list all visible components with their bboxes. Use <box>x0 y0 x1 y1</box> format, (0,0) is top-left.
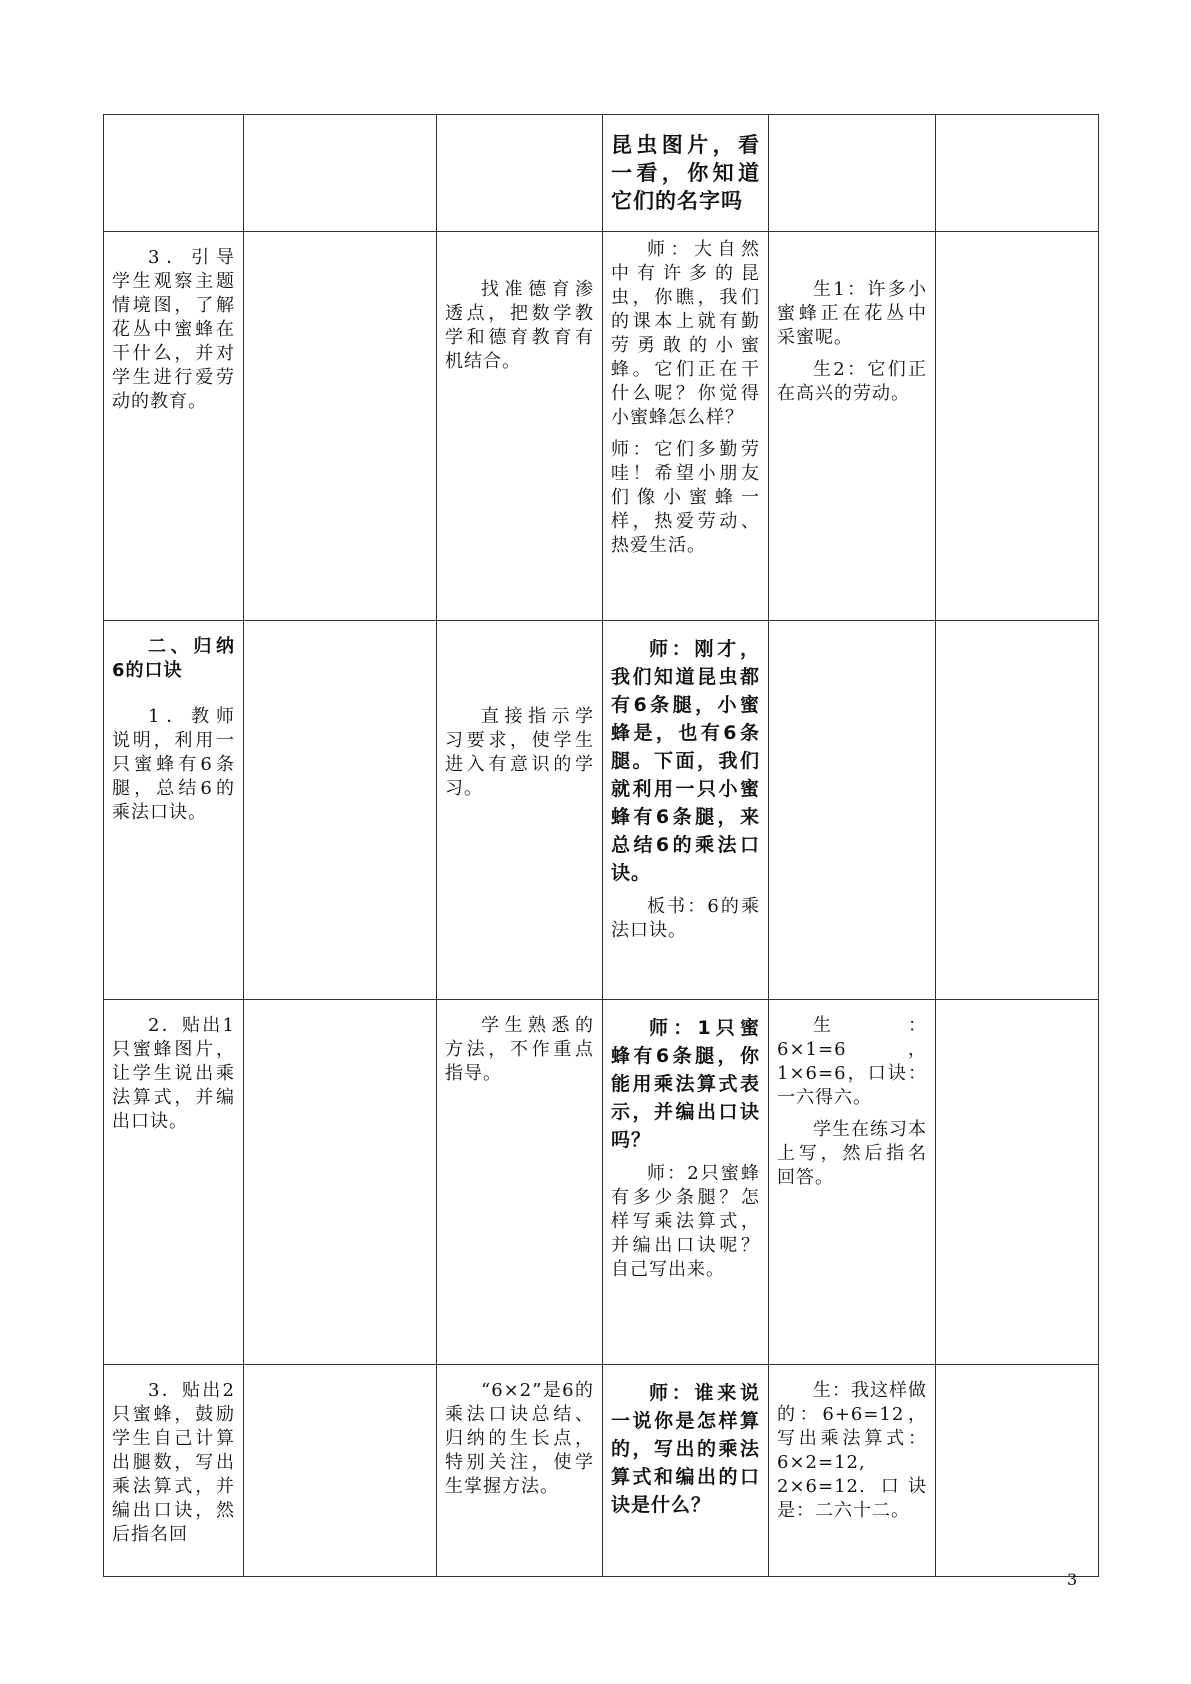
empty-cell <box>244 1365 437 1577</box>
table-row <box>104 1365 1099 1577</box>
cell-paragraph: 生2：它们正在高兴的劳动。 <box>777 359 927 404</box>
cell-paragraph: 师：谁来说一说你是怎样算的，写出的乘法算式和编出的口诀是什么？ <box>611 1382 760 1516</box>
cell-paragraph: 生：我这样做的：6+6=12，写出乘法算式：6×2=12, 2×6=12. 口诀是：二六十二。 <box>777 1380 927 1521</box>
cell-paragraph: 师：2只蜜蜂有多少条腿？怎样写乘法算式，并编出口诀呢？自己写出来。 <box>611 1163 760 1280</box>
cell-paragraph: 板书：6的乘法口诀。 <box>611 896 760 941</box>
page-number: 3 <box>1067 1570 1078 1589</box>
empty-cell <box>244 621 437 1000</box>
process-cell <box>104 115 244 232</box>
notes-cell <box>936 115 1099 232</box>
intent-cell <box>437 115 603 232</box>
table-row <box>104 621 1099 1000</box>
notes-cell <box>936 1365 1099 1577</box>
cell-paragraph: 1．教师说明，利用一只蜜蜂有6条腿，总结6的乘法口诀。 <box>112 706 235 823</box>
student-activity-cell <box>769 1365 936 1577</box>
lesson-plan-table <box>103 114 1099 1577</box>
process-cell <box>104 232 244 621</box>
notes-cell <box>936 621 1099 1000</box>
intent-cell <box>437 621 603 1000</box>
student-activity-cell <box>769 115 936 232</box>
notes-cell <box>936 1000 1099 1365</box>
cell-paragraph: 学生熟悉的方法，不作重点指导。 <box>445 1015 594 1084</box>
process-cell <box>104 1000 244 1365</box>
intent-cell <box>437 232 603 621</box>
teacher-activity-cell <box>603 621 769 1000</box>
cell-paragraph: “6×2”是6的乘法口诀总结、归纳的生长点，特别关注，使学生掌握方法。 <box>445 1380 594 1497</box>
teacher-activity-cell <box>603 115 769 232</box>
empty-cell <box>244 115 437 232</box>
process-cell <box>104 621 244 1000</box>
cell-paragraph: 3．引导学生观察主题情境图，了解花丛中蜜蜂在干什么，并对学生进行爱劳动的教育。 <box>112 247 235 412</box>
teacher-activity-cell <box>603 1000 769 1365</box>
table-row <box>104 1000 1099 1365</box>
table-row <box>104 115 1099 232</box>
cell-paragraph: 师：大自然中有许多的昆虫，你瞧，我们的课本上就有勤劳勇敢的小蜜蜂。它们正在干什么呢？你觉得小蜜蜂怎么样？ <box>611 239 760 428</box>
intent-cell <box>437 1365 603 1577</box>
cell-paragraph: 生1：许多小蜜蜂正在花丛中采蜜呢。 <box>777 279 927 348</box>
empty-cell <box>244 232 437 621</box>
cell-paragraph: 找准德育渗透点，把数学教学和德育教育有机结合。 <box>445 279 594 372</box>
cell-paragraph: 师：它们多勤劳哇！希望小朋友们像小蜜蜂一样，热爱劳动、热爱生活。 <box>611 439 760 556</box>
cell-paragraph: 学生在练习本上写，然后指名回答。 <box>777 1119 927 1188</box>
process-cell <box>104 1365 244 1577</box>
student-activity-cell <box>769 232 936 621</box>
empty-cell <box>244 1000 437 1365</box>
teacher-activity-cell <box>603 232 769 621</box>
cell-paragraph: 师：1只蜜蜂有6条腿，你能用乘法算式表示，并编出口诀吗？ <box>611 1017 760 1151</box>
cell-paragraph: 昆虫图片，看一看，你知道它们的名字吗 <box>611 133 760 213</box>
cell-paragraph: 3．贴出2只蜜蜂，鼓励学生自己计算出腿数，写出乘法算式，并编出口诀，然后指名回 <box>112 1380 235 1545</box>
cell-paragraph: 生：6×1=6，1×6=6，口诀：一六得六。 <box>777 1015 927 1108</box>
student-activity-cell <box>769 1000 936 1365</box>
intent-cell <box>437 1000 603 1365</box>
section-heading: 二、归纳6的口诀 <box>112 636 235 681</box>
cell-paragraph: 2．贴出1只蜜蜂图片，让学生说出乘法算式，并编出口诀。 <box>112 1015 235 1132</box>
table-row <box>104 232 1099 621</box>
cell-paragraph: 师：刚才，我们知道昆虫都有6条腿，小蜜蜂是，也有6条腿。下面，我们就利用一只小蜜蜂有6条腿，来总结6的乘法口诀。 <box>611 638 760 884</box>
teacher-activity-cell <box>603 1365 769 1577</box>
student-activity-cell <box>769 621 936 1000</box>
notes-cell <box>936 232 1099 621</box>
cell-paragraph: 直接指示学习要求，使学生进入有意识的学习。 <box>445 706 594 799</box>
